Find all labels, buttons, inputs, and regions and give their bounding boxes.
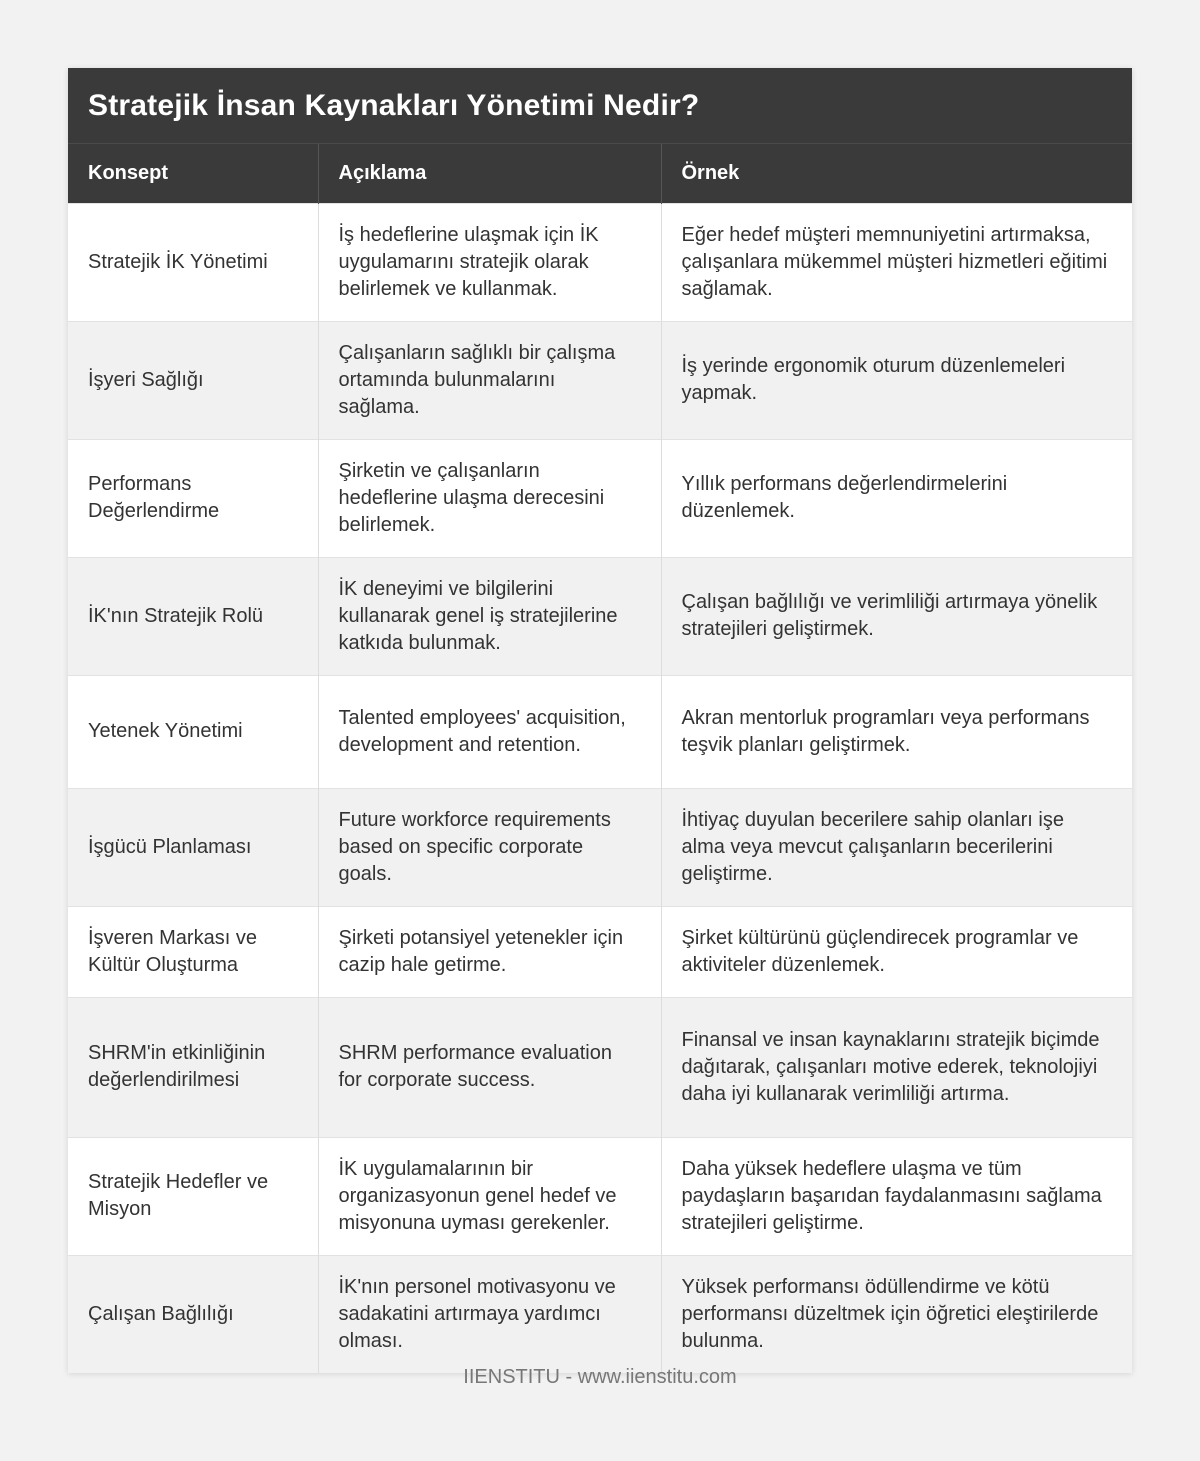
cell-description: Çalışanların sağlıklı bir çalışma ortamında bulunmalarını sağlama.: [318, 321, 661, 439]
cell-example: Akran mentorluk programları veya performans teşvik planları geliştirmek.: [661, 675, 1132, 788]
title-bar: [68, 68, 1132, 144]
cell-description: Talented employees' acquisition, development and retention.: [318, 675, 661, 788]
table-row: [68, 1137, 1132, 1255]
footer-credit: IIENSTITU - www.iienstitu.com: [463, 1366, 737, 1388]
cell-description: Şirketin ve çalışanların hedeflerine ulaşma derecesini belirlemek.: [318, 439, 661, 557]
cell-concept: SHRM'in etkinliğinin değerlendirilmesi: [68, 997, 318, 1137]
table-row: [68, 788, 1132, 906]
table-row: [68, 321, 1132, 439]
cell-concept: İşveren Markası ve Kültür Oluşturma: [68, 906, 318, 997]
cell-concept: İşyeri Sağlığı: [68, 321, 318, 439]
cell-example: İhtiyaç duyulan becerilere sahip olanları işe alma veya mevcut çalışanların becerilerini geliştirme.: [661, 788, 1132, 906]
table-row: [68, 439, 1132, 557]
cell-description: İK'nın personel motivasyonu ve sadakatini artırmaya yardımcı olması.: [318, 1255, 661, 1373]
table-card: [68, 68, 1132, 1373]
column-header-ornek: Örnek: [661, 144, 1132, 203]
table-header: [68, 144, 1132, 203]
table-row: [68, 557, 1132, 675]
cell-example: Çalışan bağlılığı ve verimliliği artırmaya yönelik stratejileri geliştirmek.: [661, 557, 1132, 675]
header-row: [68, 144, 1132, 203]
cell-example: Şirket kültürünü güçlendirecek programlar ve aktiviteler düzenlemek.: [661, 906, 1132, 997]
table-row: [68, 1255, 1132, 1373]
column-header-konsept: Konsept: [68, 144, 318, 203]
cell-concept: Çalışan Bağlılığı: [68, 1255, 318, 1373]
cell-description: Future workforce requirements based on specific corporate goals.: [318, 788, 661, 906]
cell-example: Eğer hedef müşteri memnuniyetini artırmaksa, çalışanlara mükemmel müşteri hizmetleri eğitimi sağlamak.: [661, 203, 1132, 321]
cell-concept: Stratejik İK Yönetimi: [68, 203, 318, 321]
cell-description: İK uygulamalarının bir organizasyonun genel hedef ve misyonuna uyması gerekenler.: [318, 1137, 661, 1255]
table-body: [68, 203, 1132, 1373]
cell-concept: Stratejik Hedefler ve Misyon: [68, 1137, 318, 1255]
cell-description: İş hedeflerine ulaşmak için İK uygulamarını stratejik olarak belirlemek ve kullanmak.: [318, 203, 661, 321]
page-title: Stratejik İnsan Kaynakları Yönetimi Nedir?: [88, 88, 700, 122]
cell-concept: İşgücü Planlaması: [68, 788, 318, 906]
cell-example: Finansal ve insan kaynaklarını stratejik biçimde dağıtarak, çalışanları motive ederek, teknolojiyi daha iyi kullanarak verimliliği artırma.: [661, 997, 1132, 1137]
cell-example: Daha yüksek hedeflere ulaşma ve tüm paydaşların başarıdan faydalanmasını sağlama stratejileri geliştirme.: [661, 1137, 1132, 1255]
cell-description: Şirketi potansiyel yetenekler için cazip hale getirme.: [318, 906, 661, 997]
column-header-aciklama: Açıklama: [318, 144, 661, 203]
concept-table: [68, 144, 1132, 1373]
cell-description: İK deneyimi ve bilgilerini kullanarak genel iş stratejilerine katkıda bulunmak.: [318, 557, 661, 675]
table-row: [68, 906, 1132, 997]
cell-concept: İK'nın Stratejik Rolü: [68, 557, 318, 675]
table-row: [68, 997, 1132, 1137]
cell-concept: Performans Değerlendirme: [68, 439, 318, 557]
table-row: [68, 203, 1132, 321]
cell-description: SHRM performance evaluation for corporate success.: [318, 997, 661, 1137]
cell-concept: Yetenek Yönetimi: [68, 675, 318, 788]
cell-example: Yıllık performans değerlendirmelerini düzenlemek.: [661, 439, 1132, 557]
cell-example: Yüksek performansı ödüllendirme ve kötü performansı düzeltmek için öğretici eleştirilerde bulunma.: [661, 1255, 1132, 1373]
table-row: [68, 675, 1132, 788]
cell-example: İş yerinde ergonomik oturum düzenlemeleri yapmak.: [661, 321, 1132, 439]
